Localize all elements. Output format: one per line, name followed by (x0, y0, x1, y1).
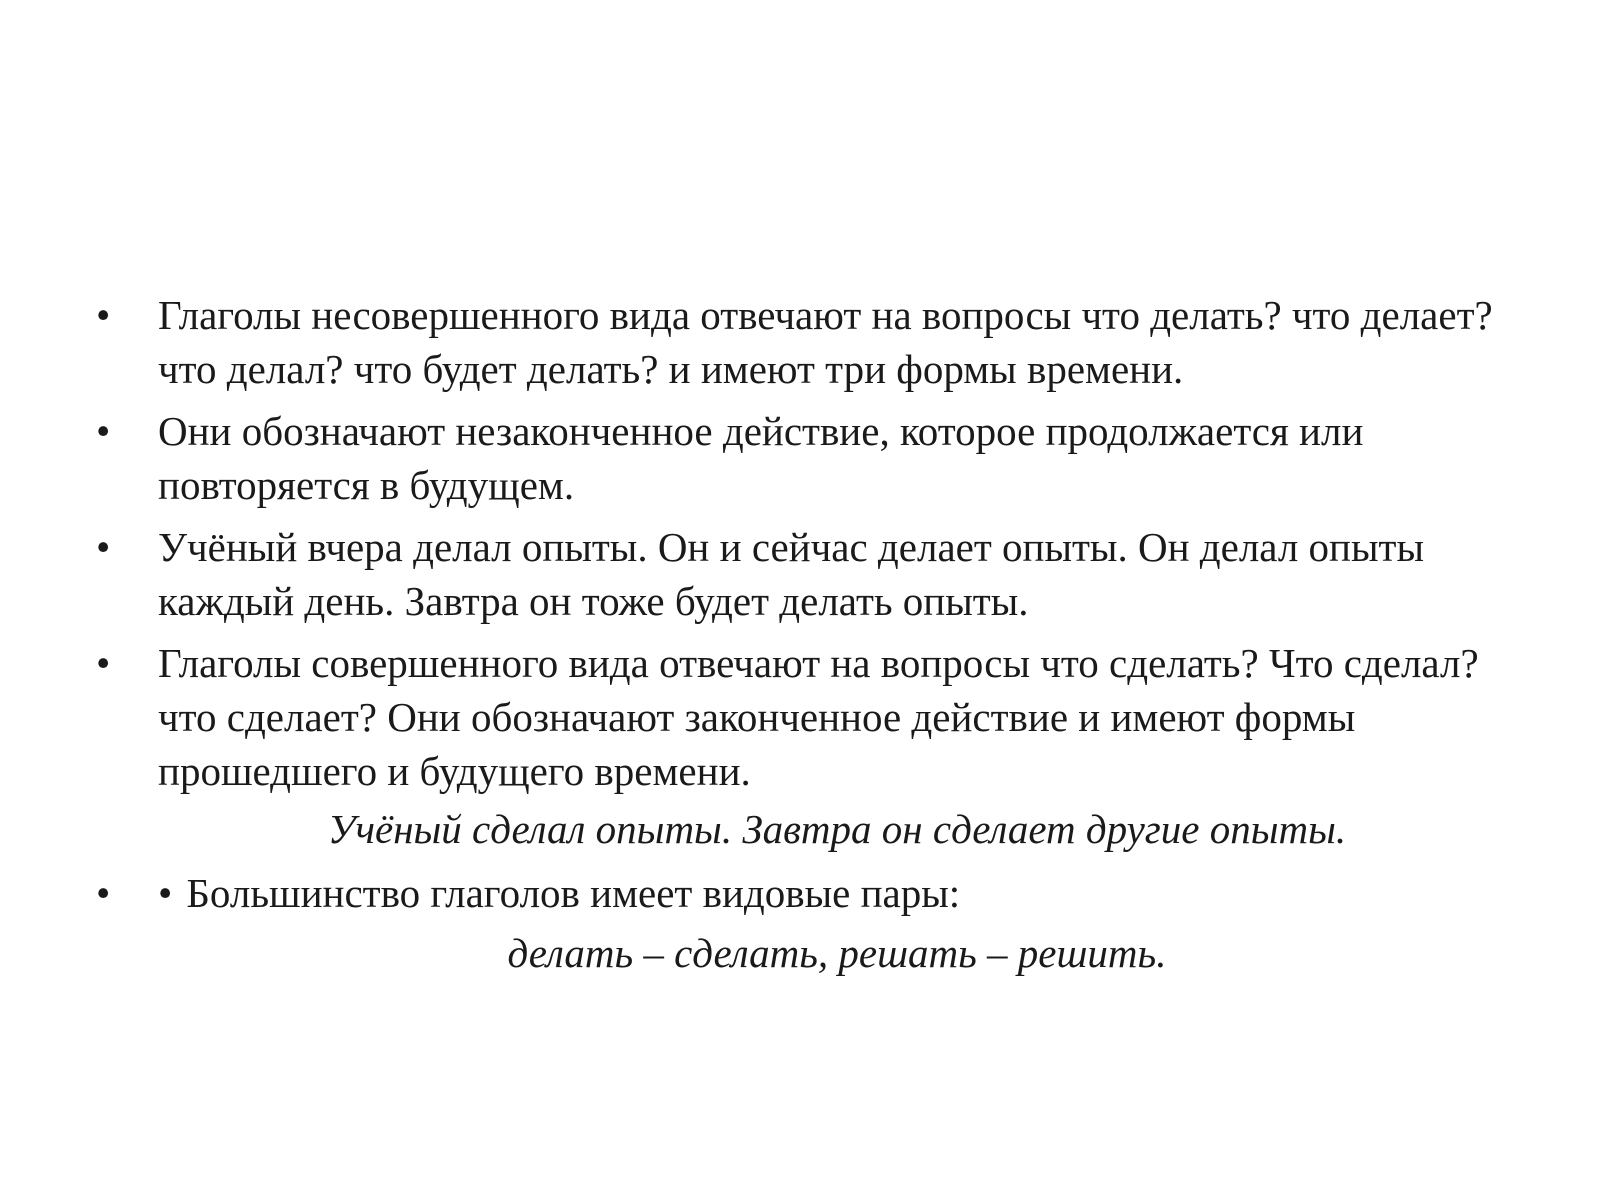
bullet-text: Большинство глаголов имеет видовые пары: (186, 870, 961, 916)
bullet-list-secondary (96, 866, 1516, 920)
example-sentence-2: делать – сделать, решать – решить. (507, 930, 1167, 976)
bullet-text: Учёный вчера делал опыты. Он и сейчас делает опыты. Он делал опыты каждый день. Завтра он тоже будет делать опыты. (158, 524, 1424, 624)
bullet-icon: • (96, 524, 111, 570)
bullet-icon: • (96, 640, 111, 686)
bullet-icon: • (96, 870, 111, 916)
bullet-icon: • (96, 292, 111, 338)
bullet-text: Они обозначают незаконченное действие, которое продолжается или повторяется в будущем. (158, 408, 1364, 508)
bullet-item-2 (96, 404, 1516, 512)
example-sentence-1: Учёный сделал опыты. Завтра он сделает другие опыты. (327, 806, 1347, 852)
inner-bullet-icon: • (158, 870, 173, 916)
bullet-item-3 (96, 520, 1516, 628)
bullet-list (96, 288, 1516, 798)
bullet-text: Глаголы совершенного вида отвечают на вопросы что сделать? Что сделал? что сделает? Они обозначают законченное действие и имеют формы прошедшего и будущего времени. (158, 640, 1479, 794)
bullet-item-4 (96, 636, 1516, 798)
bullet-item-1 (96, 288, 1516, 396)
bullet-icon: • (96, 408, 111, 454)
bullet-item-5 (96, 866, 1516, 920)
bullet-text: Глаголы несовершенного вида отвечают на вопросы что делать? что делает? что делал? что будет делать? и имеют три формы времени. (158, 292, 1493, 392)
slide-content (96, 288, 1516, 990)
